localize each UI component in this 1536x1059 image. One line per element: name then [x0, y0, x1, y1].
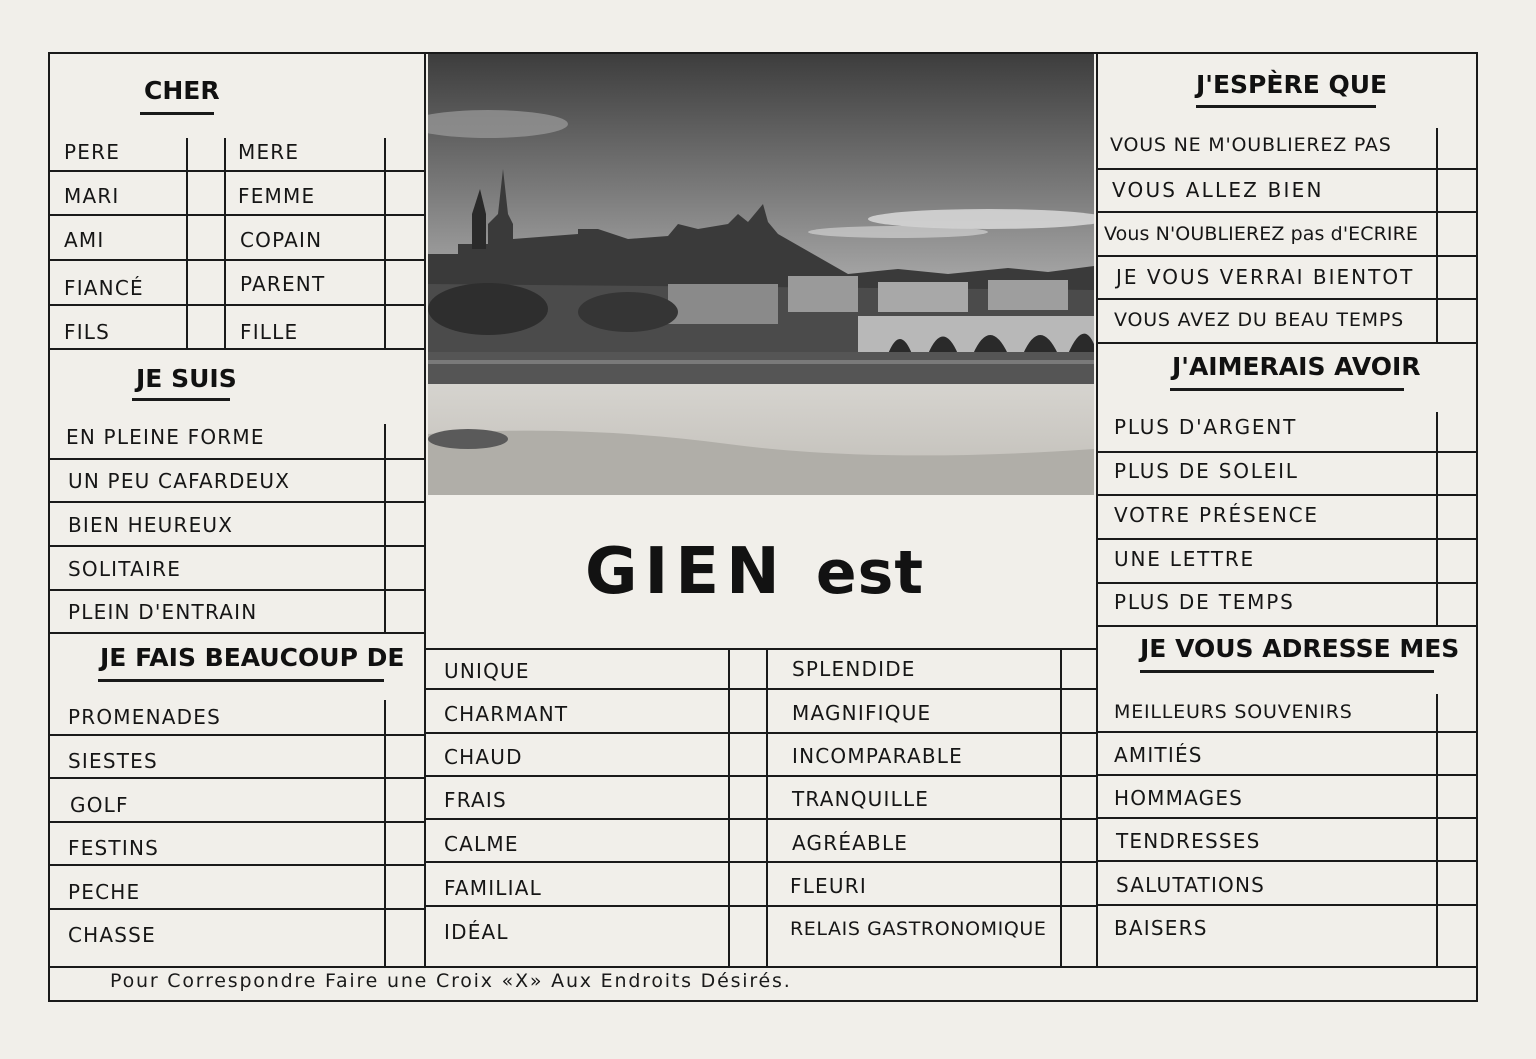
est-item[interactable]: RELAIS GASTRONOMIQUE	[790, 918, 1047, 940]
est-item[interactable]: TRANQUILLE	[792, 787, 930, 811]
adresse-item[interactable]: AMITIÉS	[1114, 743, 1203, 767]
adresse-checkbox-line	[1436, 694, 1438, 966]
cher-item-fille[interactable]: FILLE	[240, 320, 299, 344]
est-item[interactable]: CHARMANT	[444, 702, 569, 726]
est-item[interactable]: FAMILIAL	[444, 876, 542, 900]
cher-underline	[140, 112, 214, 115]
est-row-line	[426, 861, 1096, 863]
est-checkbox-line	[728, 648, 730, 966]
je-suis-row-line	[50, 458, 424, 460]
je-suis-checkbox-line	[384, 424, 386, 632]
cher-item-copain[interactable]: COPAIN	[240, 228, 323, 252]
adresse-row-line	[1098, 904, 1476, 906]
jespere-item[interactable]: JE VOUS VERRAI BIENTOT	[1116, 265, 1415, 289]
adresse-item[interactable]: MEILLEURS SOUVENIRS	[1114, 701, 1353, 723]
est-row-line	[426, 775, 1096, 777]
footer-instructions: Pour Correspondre Faire une Croix «X» Aux Endroits Désirés.	[110, 970, 792, 992]
jespere-row-line	[1098, 168, 1476, 170]
cher-item-fils[interactable]: FILS	[64, 320, 111, 344]
cher-item-mari[interactable]: MARI	[64, 184, 120, 208]
cher-checkbox-line	[224, 138, 226, 348]
je-suis-row-line	[50, 501, 424, 503]
cher-item-mere[interactable]: MERE	[238, 140, 300, 164]
je-suis-item[interactable]: UN PEU CAFARDEUX	[68, 469, 291, 493]
jaimerais-heading: J'AIMERAIS AVOIR	[1172, 352, 1421, 381]
est-row-line	[426, 818, 1096, 820]
jaimerais-checkbox-line	[1436, 412, 1438, 625]
cher-row-line	[50, 304, 424, 306]
cher-heading: CHER	[144, 76, 220, 105]
cher-checkbox-line	[186, 138, 188, 348]
adresse-row-line	[1098, 774, 1476, 776]
title-suffix: est	[815, 538, 924, 608]
title	[585, 532, 924, 613]
adresse-underline	[1140, 670, 1434, 673]
jespere-item[interactable]: VOUS AVEZ DU BEAU TEMPS	[1114, 309, 1404, 331]
adresse-heading: JE VOUS ADRESSE MES	[1140, 634, 1460, 663]
jaimerais-row-line	[1098, 538, 1476, 540]
jespere-heading: J'ESPÈRE QUE	[1196, 70, 1388, 99]
je-fais-row-line	[50, 821, 424, 823]
jespere-item[interactable]: Vous N'OUBLIEREZ pas d'ECRIRE	[1104, 223, 1419, 245]
adresse-item[interactable]: SALUTATIONS	[1116, 873, 1266, 897]
left-column-divider	[424, 52, 426, 966]
frame-bottom	[48, 1000, 1478, 1002]
est-row-line	[426, 905, 1096, 907]
je-fais-row-line	[50, 777, 424, 779]
cher-item-femme[interactable]: FEMME	[238, 184, 316, 208]
est-item[interactable]: MAGNIFIQUE	[792, 701, 932, 725]
est-item[interactable]: FLEURI	[790, 874, 867, 898]
je-suis-item[interactable]: EN PLEINE FORME	[66, 425, 265, 449]
je-suis-row-line	[50, 545, 424, 547]
adresse-item[interactable]: HOMMAGES	[1114, 786, 1244, 810]
adresse-row-line	[1098, 731, 1476, 733]
cher-item-parent[interactable]: PARENT	[240, 272, 326, 296]
je-fais-checkbox-line	[384, 700, 386, 966]
est-item[interactable]: IDÉAL	[444, 920, 509, 944]
cher-row-line	[50, 348, 424, 350]
jespere-item[interactable]: VOUS ALLEZ BIEN	[1112, 178, 1324, 202]
je-fais-item[interactable]: SIESTES	[68, 749, 158, 773]
est-row-line	[426, 688, 1096, 690]
jaimerais-underline	[1170, 388, 1404, 391]
right-column-divider	[1096, 52, 1098, 966]
je-fais-item[interactable]: FESTINS	[68, 836, 160, 860]
jespere-row-line	[1098, 255, 1476, 257]
est-row-line	[426, 732, 1096, 734]
jespere-checkbox-line	[1436, 128, 1438, 342]
frame-right	[1476, 52, 1478, 1002]
je-suis-row-line	[50, 632, 424, 634]
je-suis-item[interactable]: BIEN HEUREUX	[68, 513, 234, 537]
jaimerais-row-line	[1098, 625, 1476, 627]
jaimerais-item[interactable]: UNE LETTRE	[1114, 547, 1255, 571]
jaimerais-row-line	[1098, 582, 1476, 584]
footer-divider	[48, 966, 1478, 968]
cher-row-line	[50, 214, 424, 216]
jaimerais-row-line	[1098, 494, 1476, 496]
jespere-underline	[1196, 105, 1376, 108]
je-suis-heading: JE SUIS	[136, 364, 237, 393]
je-fais-heading: JE FAIS BEAUCOUP DE	[100, 643, 405, 672]
adresse-row-line	[1098, 817, 1476, 819]
adresse-item[interactable]: TENDRESSES	[1116, 829, 1261, 853]
frame-left	[48, 52, 50, 1002]
title-main: GIEN	[585, 535, 787, 609]
jespere-row-line	[1098, 342, 1476, 344]
je-fais-item[interactable]: GOLF	[70, 793, 129, 817]
cher-item-pere[interactable]: PERE	[64, 140, 121, 164]
est-item[interactable]: CALME	[444, 832, 519, 856]
center-bottom-divider	[426, 648, 1096, 650]
je-fais-item[interactable]: PECHE	[68, 880, 141, 904]
adresse-item[interactable]: BAISERS	[1114, 916, 1208, 940]
jaimerais-item[interactable]: VOTRE PRÉSENCE	[1114, 503, 1319, 527]
est-checkbox-line	[1060, 648, 1062, 966]
jespere-row-line	[1098, 298, 1476, 300]
est-item[interactable]: UNIQUE	[444, 659, 530, 683]
est-item[interactable]: INCOMPARABLE	[792, 744, 963, 768]
est-item[interactable]: FRAIS	[444, 788, 507, 812]
cher-row-line	[50, 259, 424, 261]
je-fais-row-line	[50, 908, 424, 910]
je-suis-underline	[132, 398, 230, 401]
gien-photo	[428, 54, 1094, 495]
est-item[interactable]: SPLENDIDE	[792, 657, 916, 681]
est-item[interactable]: CHAUD	[444, 745, 523, 769]
je-fais-item[interactable]: PROMENADES	[68, 705, 221, 729]
cher-checkbox-line	[384, 138, 386, 348]
cher-item-ami[interactable]: AMI	[64, 228, 105, 252]
jaimerais-item[interactable]: PLUS DE TEMPS	[1114, 590, 1295, 614]
gien-landscape-image	[428, 54, 1094, 495]
jespere-row-line	[1098, 211, 1476, 213]
je-fais-row-line	[50, 864, 424, 866]
je-fais-row-line	[50, 734, 424, 736]
jaimerais-item[interactable]: PLUS D'ARGENT	[1114, 415, 1298, 439]
cher-row-line	[50, 170, 424, 172]
je-suis-item[interactable]: SOLITAIRE	[68, 557, 182, 581]
jaimerais-item[interactable]: PLUS DE SOLEIL	[1114, 459, 1299, 483]
je-suis-item[interactable]: PLEIN D'ENTRAIN	[68, 600, 258, 624]
jaimerais-row-line	[1098, 451, 1476, 453]
est-item[interactable]: AGRÉABLE	[792, 831, 909, 855]
je-fais-underline	[98, 679, 384, 682]
cher-item-fiance[interactable]: FIANCÉ	[64, 276, 144, 300]
je-suis-row-line	[50, 589, 424, 591]
est-column-divider	[766, 648, 768, 966]
je-fais-item[interactable]: CHASSE	[68, 923, 156, 947]
jespere-item[interactable]: VOUS NE M'OUBLIEREZ PAS	[1110, 134, 1392, 156]
adresse-row-line	[1098, 860, 1476, 862]
